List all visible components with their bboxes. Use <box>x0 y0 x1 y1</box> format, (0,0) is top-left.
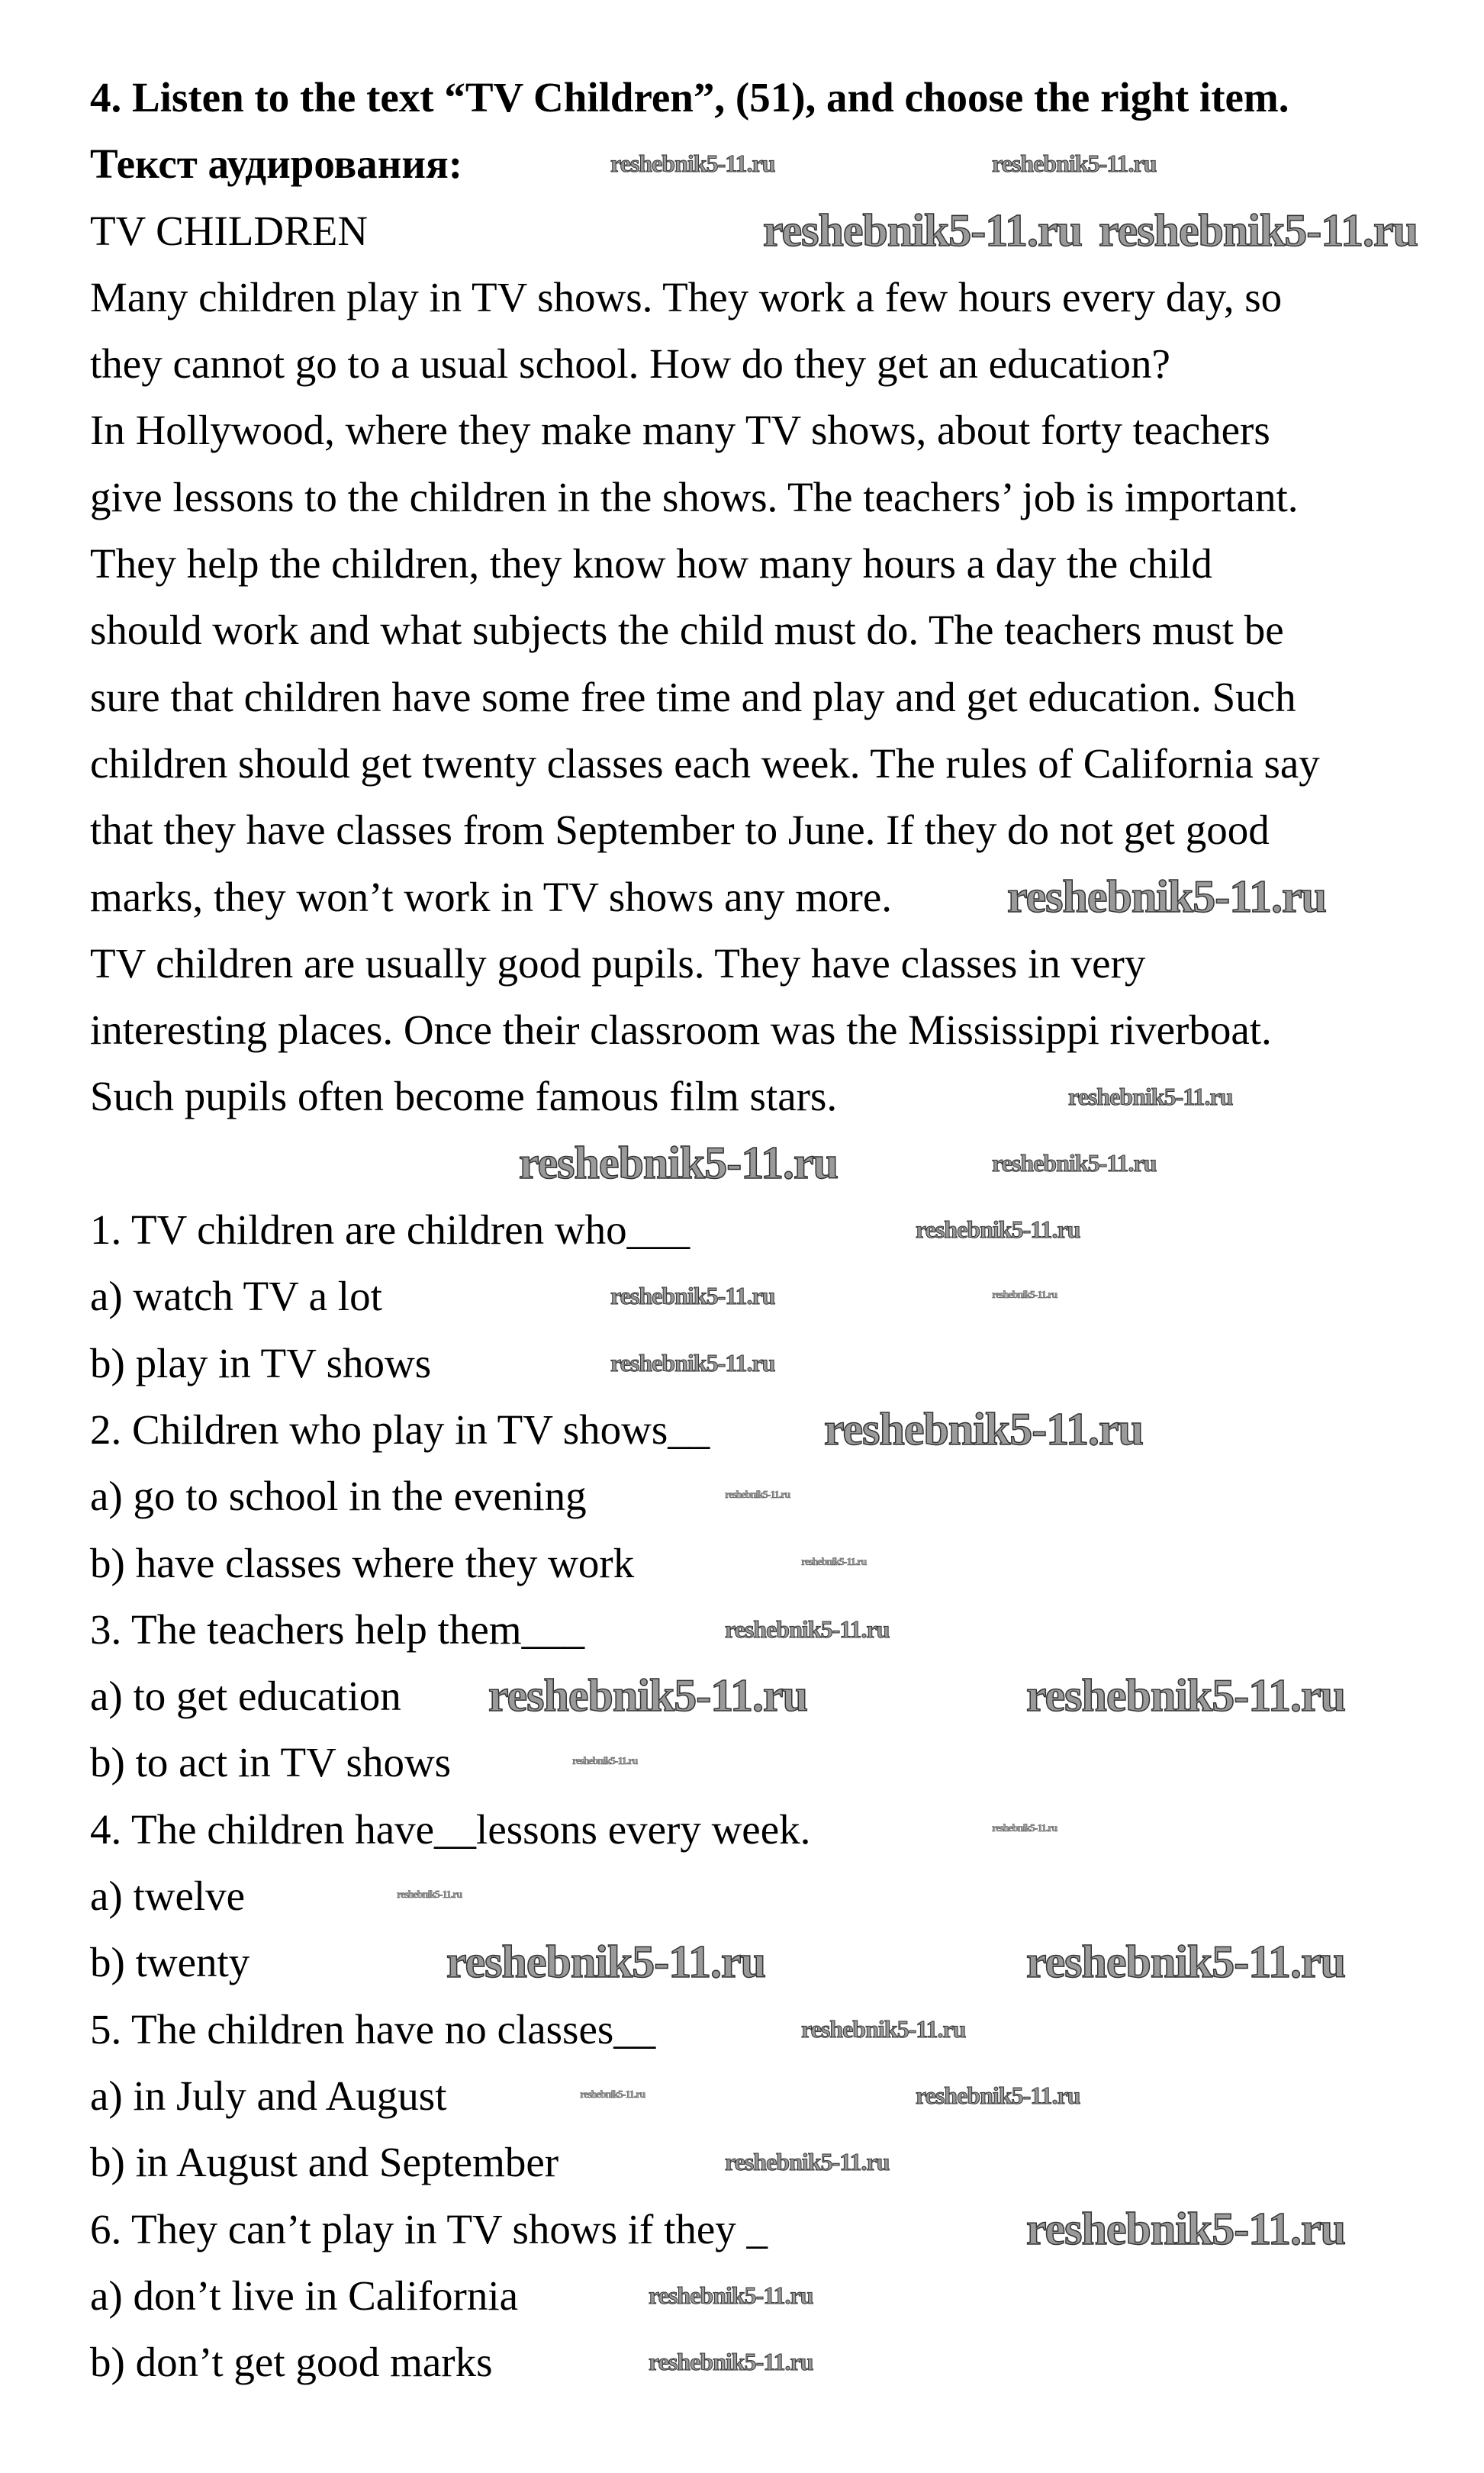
watermark: reshebnik5-11.ru <box>916 1216 1080 1243</box>
text-line: They help the children, they know how many hours a day the child <box>90 540 1212 588</box>
option-b: b) in August and September <box>90 2139 559 2186</box>
watermark: reshebnik5-11.ru <box>763 205 1082 256</box>
watermark: reshebnik5-11.ru <box>1007 871 1326 922</box>
question-text: 1. TV children are children who___ <box>90 1206 690 1254</box>
watermark: reshebnik5-11.ru <box>992 150 1157 177</box>
text-line: give lessons to the children in the shows. The teachers’ job is important. <box>90 473 1299 520</box>
text-line: interesting places. Once their classroom was the Mississippi riverboat. <box>90 1006 1272 1054</box>
option-b: b) play in TV shows <box>90 1339 432 1386</box>
watermark: reshebnik5-11.ru <box>572 1756 638 1767</box>
watermark: reshebnik5-11.ru <box>992 1823 1057 1834</box>
watermark: reshebnik5-11.ru <box>725 1615 890 1643</box>
option-b: b) have classes where they work <box>90 1539 635 1586</box>
option-a: a) don’t live in California <box>90 2272 519 2319</box>
text-line: they cannot go to a usual school. How do they get an education? <box>90 340 1170 388</box>
option-a: a) to get education <box>90 1673 401 1720</box>
watermark: reshebnik5-11.ru <box>801 2015 966 2043</box>
text-line: TV children are usually good pupils. They have classes in very <box>90 939 1146 987</box>
text-line: that they have classes from September to June. If they do not get good <box>90 807 1270 854</box>
watermark: reshebnik5-11.ru <box>610 1349 775 1377</box>
question-text: 4. The children have__lessons every week. <box>90 1805 811 1853</box>
subtitle: Текст аудирования: <box>90 140 463 188</box>
option-a: a) go to school in the evening <box>90 1473 587 1520</box>
option-b: b) don’t get good marks <box>90 2339 493 2386</box>
text-line: sure that children have some free time and play and get education. Such <box>90 673 1296 720</box>
watermark: reshebnik5-11.ru <box>488 1670 807 1721</box>
option-a: a) in July and August <box>90 2072 447 2119</box>
question-text: 6. They can’t play in TV shows if they _ <box>90 2205 768 2252</box>
text-line: marks, they won’t work in TV shows any more. <box>90 873 893 920</box>
text-line: Such pupils often become famous film stars. <box>90 1073 838 1120</box>
watermark: reshebnik5-11.ru <box>992 1149 1157 1177</box>
watermark: reshebnik5-11.ru <box>446 1937 765 1987</box>
watermark: reshebnik5-11.ru <box>824 1404 1143 1454</box>
watermark: reshebnik5-11.ru <box>1026 1937 1345 1987</box>
watermark: reshebnik5-11.ru <box>1026 1670 1345 1721</box>
document-page <box>90 64 1448 2395</box>
question-text: 3. The teachers help them___ <box>90 1605 585 1653</box>
text-line: children should get twenty classes each week. The rules of California say <box>90 739 1320 787</box>
watermark: reshebnik5-11.ru <box>992 1290 1057 1301</box>
watermark: reshebnik5-11.ru <box>725 2148 890 2175</box>
text-line: In Hollywood, where they make many TV shows, about forty teachers <box>90 407 1270 454</box>
option-b: b) to act in TV shows <box>90 1739 452 1786</box>
question-text: 5. The children have no classes__ <box>90 2005 656 2053</box>
watermark: reshebnik5-11.ru <box>1026 2204 1345 2254</box>
text-line: Many children play in TV shows. They work a few hours every day, so <box>90 273 1283 320</box>
text-line: should work and what subjects the child must do. The teachers must be <box>90 607 1284 654</box>
watermark: reshebnik5-11.ru <box>610 150 775 177</box>
text-title: TV CHILDREN <box>90 207 369 254</box>
watermark: reshebnik5-11.ru <box>1099 205 1418 256</box>
watermark: reshebnik5-11.ru <box>725 1489 790 1501</box>
task-title: 4. Listen to the text “TV Children”, (51), and choose the right item. <box>90 74 1289 121</box>
watermark: reshebnik5-11.ru <box>1068 1083 1233 1110</box>
question-text: 2. Children who play in TV shows__ <box>90 1406 710 1453</box>
listening-text <box>90 264 1448 1130</box>
watermark: reshebnik5-11.ru <box>610 1282 775 1309</box>
option-a: a) watch TV a lot <box>90 1273 382 1320</box>
watermark: reshebnik5-11.ru <box>916 2082 1080 2109</box>
watermark: reshebnik5-11.ru <box>649 2281 813 2309</box>
watermark: reshebnik5-11.ru <box>580 2089 645 2101</box>
watermark: reshebnik5-11.ru <box>397 1889 462 1901</box>
watermark: reshebnik5-11.ru <box>519 1138 838 1188</box>
option-a: a) twelve <box>90 1872 246 1920</box>
watermark: reshebnik5-11.ru <box>649 2348 813 2375</box>
option-b: b) twenty <box>90 1939 250 1986</box>
watermark: reshebnik5-11.ru <box>801 1557 867 1568</box>
